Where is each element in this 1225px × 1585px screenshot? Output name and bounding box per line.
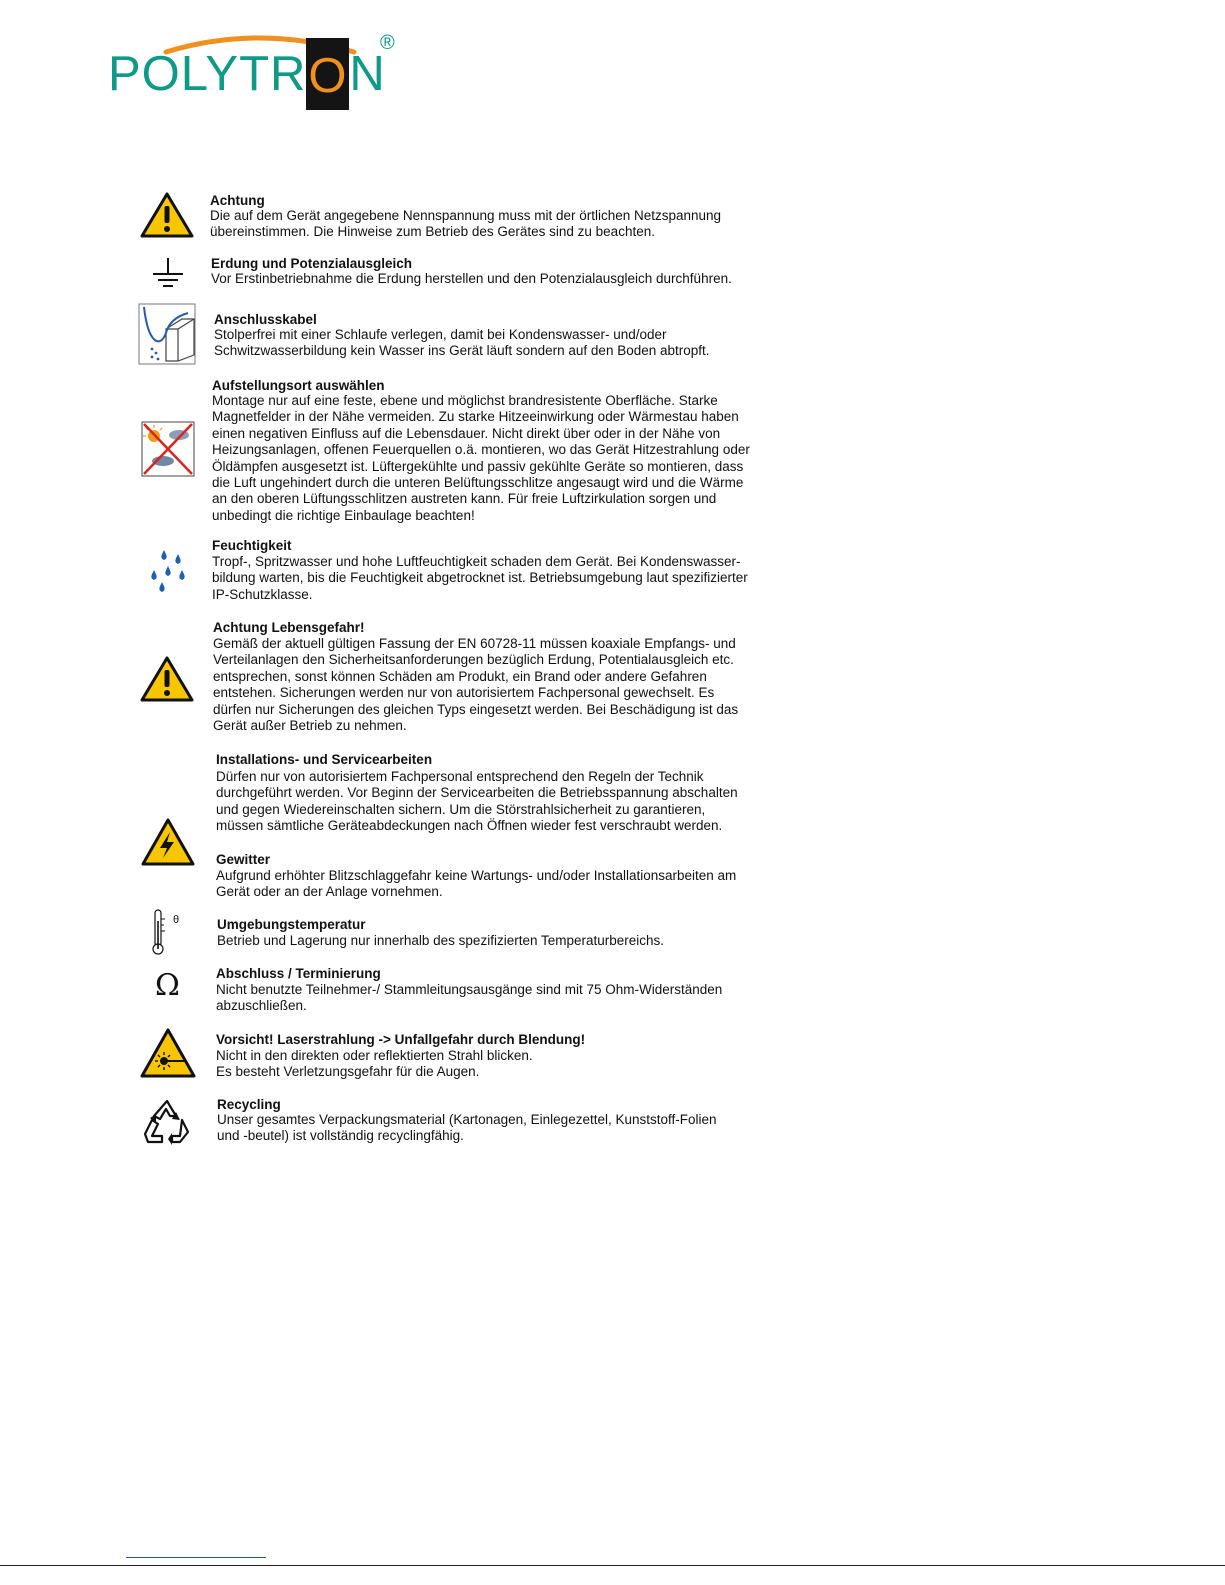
item-body: Aufgrund erhöhter Blitzschlaggefahr keine Wartungs- und/oder Installationsarbeiten am Gerät oder an der Anlage vornehmen.	[216, 868, 737, 900]
item-title: Erdung und Potenzialausgleich	[211, 256, 413, 271]
item-title: Gewitter	[216, 852, 271, 867]
footer-link-underline[interactable]	[126, 1557, 266, 1558]
omega-icon: Ω	[155, 968, 180, 1003]
water-drops-icon	[148, 548, 188, 596]
item-title: Feuchtigkeit	[212, 538, 292, 553]
ground-icon	[150, 256, 186, 292]
item-body: Vor Erstinbetriebnahme die Erdung herstellen und den Potenzialausgleich durchführen.	[211, 271, 732, 286]
thermometer-icon	[150, 907, 190, 957]
polytron-logo	[108, 30, 408, 120]
item-body: Montage nur auf eine feste, ebene und möglichst brandresistente Oberfläche. Starke Magnetfelder in der Nähe vermeiden. Zu starke Hitzeeinwirkung oder Wärmestau haben einen negativen Einfluss auf die Lebensdauer. Nicht direkt über oder in der Nähe von Heizungsanlagen, offenen Feuerquellen o.ä. montieren, wo das Gerät Hitzestrahlung oder Öldämpfen ausgesetzt ist. Lüftergekühlte und passiv gekühlte Geräte so montieren, dass die Luft ungehindert durch die unteren Belüftungsschlitze angesaugt wird und die Wärme an den oberen Lüftungsschlitzen austreten kann. Für freie Luftzirkulation sorgen und unbedingt die richtige Einbaulage beachten!	[212, 393, 750, 523]
theta-label: θ	[173, 914, 180, 926]
item-body: Betrieb und Lagerung nur innerhalb des spezifizierten Temperaturbereichs.	[217, 933, 665, 948]
item-title: Anschlusskabel	[214, 312, 317, 327]
no-heat-humidity-icon	[141, 421, 195, 477]
laser-warning-icon	[140, 1028, 196, 1078]
footer-rule	[0, 1565, 1225, 1566]
warning-triangle-icon	[140, 656, 194, 702]
warning-triangle-icon	[140, 192, 194, 238]
logo-wordmark: POLYTR O N	[108, 46, 386, 110]
logo-o-block: O	[306, 38, 349, 110]
item-title: Achtung	[210, 193, 265, 208]
item-body: Tropf-, Spritzwasser und hohe Luftfeuchtigkeit schaden dem Gerät. Bei Kondenswasser- bildung warten, bis die Feuchtigkeit abgetrocknet ist. Betriebsumgebung laut spezifizierter IP-Schutzklasse.	[212, 554, 748, 602]
item-title: Aufstellungsort auswählen	[212, 378, 385, 393]
item-body: Dürfen nur von autorisiertem Fachpersonal entsprechend den Regeln der Technik durchgeführt werden. Vor Beginn der Servicearbeiten die Betriebsspannung abschalten und gegen Wiedereinschalten sichern. Um die Störstrahlsicherheit zu garantieren, müssen sämtliche Geräteabdeckungen nach Öffnen wieder fest verschraubt werden.	[216, 769, 738, 834]
item-title: Vorsicht! Laserstrahlung -> Unfallgefahr durch Blendung!	[216, 1032, 586, 1047]
recycling-icon	[142, 1098, 192, 1146]
cable-loop-icon	[138, 303, 196, 365]
item-body: Gemäß der aktuell gültigen Fassung der EN 60728-11 müssen koaxiale Empfangs- und Verteilanlagen den Sicherheitsanforderungen bezüglich Erdung, Potentialausgleich etc. entsprechen, sonst können Schäden am Produkt, ein Brand oder andere Gefahren entstehen. Sicherungen werden nur von autorisiertem Fachpersonal gewechselt. Es dürfen nur Sicherungen des gleichen Typs eingesetzt werden. Bei Beschädigung ist das Gerät außer Betrieb zu nehmen.	[213, 636, 739, 734]
item-title: Installations- und Servicearbeiten	[216, 752, 433, 767]
item-body: Nicht benutzte Teilnehmer-/ Stammleitungsausgänge sind mit 75 Ohm-Widerständen abzuschließen.	[216, 982, 723, 1014]
item-title: Achtung Lebensgefahr!	[213, 620, 365, 635]
item-title: Recycling	[217, 1097, 281, 1112]
item-body: Unser gesamtes Verpackungsmaterial (Kartonagen, Einlegezettel, Kunststoff-Folien und -beutel) ist vollständig recyclingfähig.	[217, 1112, 717, 1144]
item-body: Nicht in den direkten oder reflektierten Strahl blicken. Es besteht Verletzungsgefahr für die Augen.	[216, 1048, 533, 1080]
item-body: Die auf dem Gerät angegebene Nennspannung muss mit der örtlichen Netzspannung übereinstimmen. Die Hinweise zum Betrieb des Gerätes sind zu beachten.	[210, 208, 722, 240]
item-body: Stolperfrei mit einer Schlaufe verlegen, damit bei Kondenswasser- und/oder Schwitzwasserbildung kein Wasser ins Gerät läuft sondern auf den Boden abtropft.	[214, 327, 710, 359]
item-title: Abschluss / Terminierung	[216, 966, 381, 981]
item-title: Umgebungstemperatur	[217, 917, 366, 932]
lightning-warning-icon	[141, 818, 195, 866]
registered-mark: ®	[380, 32, 395, 54]
